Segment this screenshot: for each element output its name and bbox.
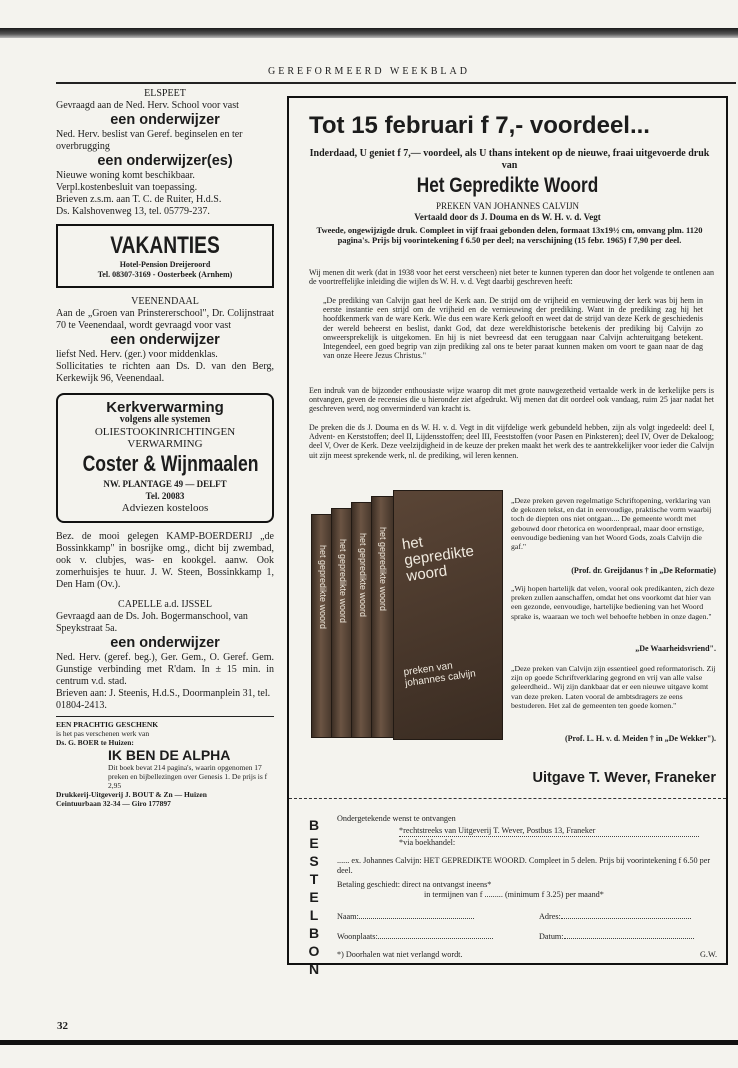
address-label: Adres:	[539, 912, 561, 921]
ad-text: Nieuwe woning komt beschikbaar.	[56, 170, 195, 181]
review-quote: „Deze preken van Calvijn zijn essentieel goed reformatorisch. Zij zijn op goede Schriftverklaring gegrond en vrij van alle valse geleerdheid.. Wij zijn dankbaar dat er een nieuwe uitgave komt van deze preken. Laten vooral de ambtsdragers ze eens bestuderen. Het zal de gemeenten ten goede komen."	[511, 664, 716, 710]
form-note: *) Doorhalen wat niet verlangd wordt.	[337, 950, 463, 959]
alpha-line: Ds. G. BOER te Huizen:	[56, 738, 134, 747]
cover-title: het gepredikte woord	[400, 533, 475, 586]
review-quote: „Deze preken geven regelmatige Schriftopening, verklaring van de gekozen tekst, en dat in eenvoudige, praktische vorm waarbij toch de diepten ons niet ontgaan.... De gemeente wordt met gebouwd door rhetorica en woordenpraal, maar door ernstige, eenvoudige bediening van het Woord Gods, zoals Calvijn die gaf."	[511, 496, 712, 552]
vakanties-ad	[56, 224, 274, 288]
header-rule	[56, 82, 736, 84]
alpha-foot: Drukkerij-Uitgeverij J. BOUT & Zn — Huizen	[56, 790, 207, 799]
ad-text: Sollicitaties te richten aan Ds. D. van den Berg, Kerkewijk 96, Veenendaal.	[56, 361, 274, 384]
page-header: GEREFORMEERD WEEKBLAD	[268, 66, 470, 77]
form-intro: Ondergetekende wenst te ontvangen	[337, 814, 456, 823]
order-form-letter: B	[308, 817, 320, 833]
alpha-desc: Dit boek bevat 214 pagina's, waarin opgenomen 17 preken en bijbellezingen over Genesis 1. De prijs is f 2,95	[108, 763, 268, 790]
option-text: *via boekhandel:	[399, 838, 456, 847]
kerk-adv: Adviezen kosteloos	[121, 502, 209, 514]
cut-line	[289, 798, 726, 799]
ad-job: een onderwijzer	[110, 332, 220, 348]
vakanties-title: VAKANTIES	[110, 232, 220, 259]
review-source: „De Waarheidsvriend".	[635, 644, 716, 653]
ad-job: een onderwijzer	[110, 635, 220, 651]
ad-job: een onderwijzer(es)	[97, 153, 233, 169]
form-signature: G.W.	[700, 950, 717, 959]
order-form-letter: S	[309, 853, 319, 869]
spine-text: het gepredikte woord	[358, 533, 368, 618]
vakanties-line: Hotel-Pension Dreijeroord	[119, 260, 211, 269]
translators: Vertaald door ds J. Douma en ds W. H. v. d. Vegt	[414, 212, 601, 222]
spine-text: het gepredikte woord	[378, 527, 388, 612]
kerk-firm: Coster & Wijnmaalen	[82, 451, 259, 476]
left-column	[56, 88, 274, 808]
review-source: (Prof. dr. Greijdanus † in „De Reformatie)	[571, 566, 716, 575]
cover-subtitle: preken van johannes calvijn	[402, 660, 477, 690]
option-text: *rechtstreeks van Uitgeverij T. Wever, Postbus 13, Franeker	[399, 826, 699, 837]
page-number: 32	[57, 1020, 68, 1032]
order-form-letter: N	[308, 961, 320, 977]
alpha-ad	[56, 716, 274, 808]
ad-text: Verpl.kostenbesluit van toepassing.	[56, 182, 198, 193]
ad-text: Brieven aan: J. Steenis, H.d.S., Doormanplein 31, tel. 01804-2413.	[56, 688, 271, 711]
ad-text: Brieven z.s.m. aan T. C. de Ruiter, H.d.S.	[56, 194, 222, 205]
order-line: ...... ex. Johannes Calvijn: HET GEPREDIKTE WOORD. Compleet in 5 delen. Prijs bij voorintekening f 6.50 per deel.	[337, 856, 711, 875]
intro-text: Wij menen dit werk (dat in 1938 voor het eerst verscheen) niet beter te kunnen typeren dan door het volgende te ontlenen aan de voortreffelijke inleiding die wijlen ds W. H. v. d. Vegt daarbij geschreven heeft:	[309, 268, 714, 287]
name-label: Naam:	[337, 912, 359, 921]
book-set-image	[311, 490, 507, 750]
publisher: Uitgave T. Wever, Franeker	[532, 770, 716, 786]
review-quote: „Wij hopen hartelijk dat velen, vooral ook predikanten, zich deze preken zullen aanschaffen, omdat het ons voorkomt dat hier van een gezonde, eenvoudige, hartelijke bediening van het Woord sprake is, waaraan we toch wel behoefte hebben in onze dagen."	[511, 584, 715, 621]
kerk-line: VERWARMING	[127, 438, 203, 450]
order-form-letter: E	[309, 835, 319, 851]
order-form-letter: O	[308, 943, 320, 959]
address-field[interactable]	[539, 912, 709, 922]
spine-text: het gepredikte woord	[338, 539, 348, 624]
kerk-line: volgens alle systemen	[119, 414, 211, 425]
ad-job: een onderwijzer	[110, 112, 220, 128]
intro-quote: „De prediking van Calvijn gaat heel de Kerk aan. De strijd om de vrijheid en vernieuwing der kerk was bij hem in eerste instantie een strijd om de vrijheid en de vernieuwing der prediking. Want in de prediking zag hij het hoofdkenmerk van de ware Kerk. Wie dus een ware Kerk gelooft en weet dat de strijd van deze Kerk de geschiedenis der wereld beheerst en beslist, dankt God, dat deze wereldhistorische betekenis der prediking bij Calvijn zo onweersprekelijk is uitgekomen. En hij is niet bevreesd dat een teruggaan naar Calvijn achteruitgang betekent. Integendeel, een goed begrip van zijn prediking zal ons te beter paraat kunnen maken om voort te gaan naar de dag van onze Heere Jezus Christus."	[323, 296, 703, 361]
order-form-letter: T	[309, 871, 319, 887]
order-form-label	[307, 816, 321, 978]
ad-text: liefst Ned. Herv. (ger.) voor middenklas.	[56, 349, 218, 360]
kamp-ad: Bez. de mooi gelegen KAMP-BOERDERIJ „de Bossinkkamp" in bosrijke omg., dicht bij zwembad, ook v. clubjes, was- en kookgel. aanw. Ook zomerhuisjes te huur. J. W. Steen, Bossinkkamp 1, Den Ham (Ov.).	[56, 531, 274, 590]
ad-text: Ned. Herv. (geref. beg.), Ger. Gem., O. Geref. Gem. Gunstige verbinding met R'dam. In ± 15 min. in centrum v.d. stad.	[56, 652, 274, 687]
ad-text: Aan de „Groen van Prinstererschool", Dr. Colijnstraat 70 te Veenendaal, wordt gevraagd voor vast	[56, 308, 274, 331]
order-form-letter: E	[309, 889, 319, 905]
ad-place: CAPELLE a.d. IJSSEL	[118, 599, 212, 610]
ad-text: Gevraagd aan de Ds. Joh. Bogermanschool, van Speykstraat 5a.	[56, 611, 248, 634]
name-field[interactable]	[337, 912, 497, 922]
book-subtitle: PREKEN VAN JOHANNES CALVIJN	[435, 201, 580, 211]
ad-text: Ds. Kalshovenweg 13, tel. 05779-237.	[56, 206, 210, 217]
city-label: Woonplaats:	[337, 932, 378, 941]
ad-place: VEENENDAAL	[131, 296, 199, 307]
order-form-letter: B	[308, 925, 320, 941]
alpha-title: IK BEN DE ALPHA	[108, 747, 231, 763]
option-direct[interactable]	[399, 826, 719, 837]
date-field[interactable]	[539, 932, 709, 942]
contents-text: De preken die ds J. Douma en ds W. H. v. d. Vegt in dit vijfdelige werk gebundeld hebben, zijn als volgt ingedeeld: deel I, Advent- en Kerststoffen; deel II, Lijdensstoffen; deel III, Feeststoffen (voor Pasen en Pinksteren); deel IV, Over de Dekaloog; deel V, Over de Kerk. Deze veelzijdigheid in de keuze der preken maakt het werk des te aantrekkelijker voor ieder die Calvijn uit zijn meest sprekende werk, nl. de prediking, wil leren kennen.	[309, 423, 714, 460]
payment-line: in termijnen van f ......... (minimum f 3.25) per maand*	[424, 890, 604, 899]
headline: Tot 15 februari f 7,- voordeel...	[309, 112, 650, 139]
kerk-title: Kerkverwarming	[106, 399, 224, 416]
ad-place: ELSPEET	[144, 88, 186, 99]
kerk-tel: Tel. 20083	[145, 491, 185, 501]
payment-line: Betaling geschiedt: direct na ontvangst ineens*	[337, 880, 492, 889]
kerk-line: OLIESTOOKINRICHTINGEN	[94, 426, 236, 438]
order-form-letter: L	[309, 907, 319, 923]
reception-text: Een indruk van de bijzonder enthousiaste wijze waarop dit met grote nauwgezetheid vertaalde werk in de kerkelijke pers is ontvangen, geven de recensies die u hieronder ziet afgedrukt. Wij menen dat dit oordeel ook vandaag, ruim 25 jaar nadat het geschreven werd, nog onverminderd van kracht is.	[309, 386, 714, 414]
alpha-line: EEN PRACHTIG GESCHENK	[56, 720, 159, 729]
alpha-line: is het pas verschenen werk van	[56, 729, 150, 738]
scan-top-edge	[0, 28, 738, 38]
spine-text: het gepredikte woord	[318, 545, 328, 630]
kerkverwarming-ad	[56, 393, 274, 523]
edition-info: Tweede, ongewijzigde druk. Compleet in vijf fraai gebonden delen, formaat 13x19½ cm, omvang plm. 1120 pagina's. Prijs bij voorintekening f 6.50 per deel; na verschijning (15 febr. 1965) f 7,90 per deel.	[316, 225, 703, 245]
vakanties-line: Tel. 08307-3169 - Oosterbeek (Arnhem)	[97, 270, 233, 279]
ad-text: Gevraagd aan de Ned. Herv. School voor vast	[56, 100, 239, 111]
city-field[interactable]	[337, 932, 507, 942]
date-label: Datum:	[539, 932, 564, 941]
review-source: (Prof. L. H. v. d. Meiden † in „De Wekker").	[564, 734, 716, 743]
kerk-addr: NW. PLANTAGE 49 — DELFT	[103, 479, 227, 489]
option-bookshop[interactable]	[399, 838, 719, 848]
ad-text: Ned. Herv. beslist van Geref. beginselen en ter overbrugging	[56, 129, 243, 152]
scan-bottom-edge	[0, 1040, 738, 1045]
calvijn-advertisement	[287, 96, 728, 977]
book-title: Het Gepredikte Woord	[416, 174, 599, 197]
alpha-foot: Ceintuurbaan 32-34 — Giro 177897	[56, 799, 171, 808]
subheadline: Inderdaad, U geniet f 7,— voordeel, als U thans intekent op de nieuwe, fraai uitgevoerde druk van	[309, 148, 710, 171]
